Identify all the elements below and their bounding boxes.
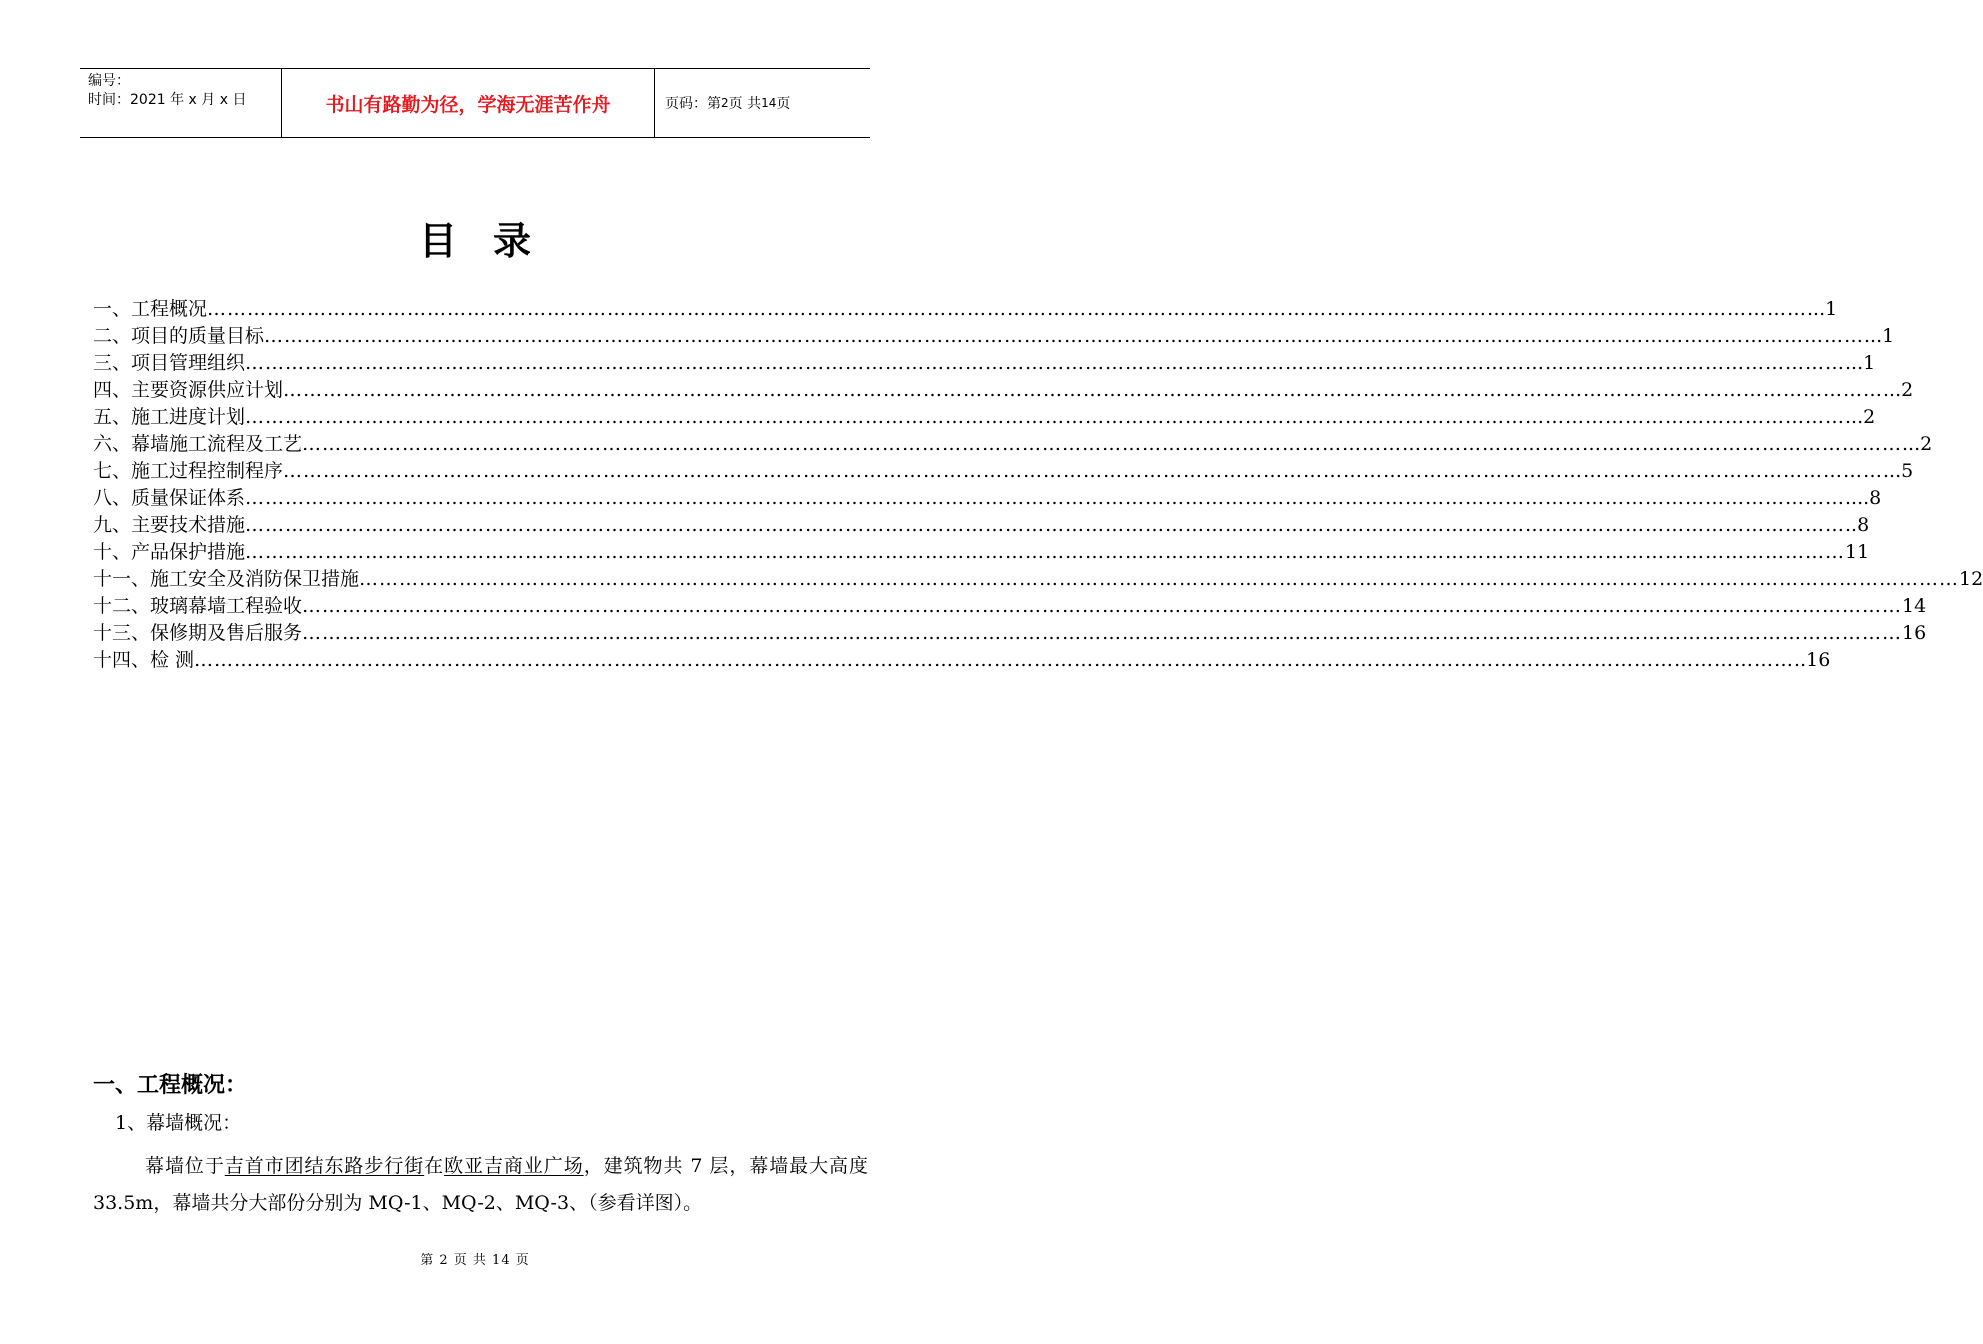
toc-leader-dots: …………………………………………………………………………………………………………………………………………………………………………………………………………………… [245,406,1846,428]
toc-entry-label: 四、主要资源供应计划 [93,379,284,401]
toc-entry-page: ...2 [1902,433,1933,455]
toc-entry-page: ...1 [1845,352,1876,374]
toc-entry-page: ...2 [1883,379,1914,401]
toc-leader-dots: …………………………………………………………………………………………………………………………………………………………………………………………………………………… [207,298,1808,320]
toc-entry-label: 三、项目管理组织 [93,352,246,374]
toc-entry[interactable] [93,404,1876,431]
header-meta-cell [80,69,282,137]
toc-entry-label: 十二、玻璃幕墙工程验收 [93,595,303,617]
toc-leader-dots: …………………………………………………………………………………………………………………………………………………………………………………………………………………… [245,541,1846,563]
header-page-mid: 页 共 [728,96,762,112]
toc-leader-dots: …………………………………………………………………………………………………………………………………………………………………………………………………………………… [264,325,1865,347]
header-motto: 书山有路勤为径，学海无涯苦作舟 [282,69,655,137]
para-text-3: ，建筑物共 7 层，幕墙最大高度 33.5m，幕墙共分大部份分别为 MQ-1、MQ-2、MQ-3、（参看详图）。 [93,1155,868,1214]
toc-entry-page: 11 [1845,541,1870,563]
toc-leader-dots: …………………………………………………………………………………………………………………………………………………………………………………………………………………… [302,433,1903,455]
plaza-link[interactable]: 欧亚吉商业广场 [444,1155,584,1177]
toc-leader-dots: …………………………………………………………………………………………………………………………………………………………………………………………………………………… [283,379,1884,401]
para-text-1: 幕墙位于 [145,1155,225,1177]
toc-entry-label: 十四、检 测 [93,649,195,671]
header-page-total: 14 [761,96,777,110]
toc-entry-label: 二、项目的质量目标 [93,325,265,347]
header-page-suffix: 页 [776,96,791,112]
toc-entry-label: 九、主要技术措施 [93,514,246,536]
toc-entry-page: ...2 [1845,406,1876,428]
section-subheading: 1、幕墙概况： [115,1112,242,1134]
toc-entry[interactable] [93,566,1983,593]
toc-leader-dots: …………………………………………………………………………………………………………………………………………………………………………………………………………………… [245,352,1846,374]
toc-entry-page: 16 [1902,622,1927,644]
document-date: 时间：2021 年 x 月 x 日 [88,92,247,108]
toc-leader-dots: …………………………………………………………………………………………………………………………………………………………………………………………………………………… [302,622,1903,644]
toc-title: 目录 [418,219,567,263]
toc-entry-label: 八、质量保证体系 [93,487,246,509]
header-page-prefix: 页码：第 [665,96,721,112]
toc-entry[interactable] [93,458,1914,485]
toc-entry-label: 六、幕墙施工流程及工艺 [93,433,303,455]
toc-leader-dots: …………………………………………………………………………………………………………………………………………………………………………………………………………………… [245,514,1846,536]
toc-entry-page: ..16 [1794,649,1831,671]
document-number-label: 编号： [88,73,130,89]
toc-entry[interactable] [93,620,1927,647]
toc-entry-label: 十三、保修期及售后服务 [93,622,303,644]
location-link[interactable]: 吉首市团结东路步行街 [224,1155,425,1177]
toc-leader-dots: …………………………………………………………………………………………………………………………………………………………………………………………………………………… [283,460,1884,482]
page-header [80,68,870,138]
toc-entry-page: 12 [1959,568,1983,590]
toc-entry[interactable] [93,431,1933,458]
toc-entry[interactable] [93,485,1882,512]
toc-entry[interactable] [93,323,1895,350]
header-page-info [655,69,870,137]
toc-entry-label: 一、工程概况 [93,298,208,320]
toc-entry-page: 14 [1902,595,1927,617]
toc-entry-page: ...5 [1883,460,1914,482]
toc-entry[interactable] [93,296,1838,323]
toc-entry[interactable] [93,539,1870,566]
toc-entry-label: 五、施工进度计划 [93,406,246,428]
toc-leader-dots: …………………………………………………………………………………………………………………………………………………………………………………………………………………… [245,487,1846,509]
table-of-contents [93,296,1983,674]
toc-entry-label: 十一、施工安全及消防保卫措施 [93,568,360,590]
toc-entry-page: ...1 [1807,298,1838,320]
toc-entry[interactable] [93,512,1870,539]
header-page-current: 2 [721,96,729,110]
toc-entry-page: ....8 [1845,487,1882,509]
toc-entry-page: ..8 [1845,514,1870,536]
toc-entry[interactable] [93,593,1927,620]
toc-leader-dots: …………………………………………………………………………………………………………………………………………………………………………………………………………………… [302,595,1903,617]
section-heading: 一、工程概况： [93,1073,248,1098]
toc-entry-label: 十、产品保护措施 [93,541,246,563]
toc-entry[interactable] [93,350,1876,377]
page-footer: 第 2 页 共 14 页 [420,1253,530,1268]
toc-leader-dots: …………………………………………………………………………………………………………………………………………………………………………………………………………………… [359,568,1960,590]
toc-entry-page: ...1 [1864,325,1895,347]
toc-entry-label: 七、施工过程控制程序 [93,460,284,482]
para-text-2: 在 [424,1155,445,1177]
toc-entry[interactable] [93,647,1831,674]
section-paragraph [93,1148,868,1222]
toc-leader-dots: …………………………………………………………………………………………………………………………………………………………………………………………………………………… [194,649,1795,671]
toc-entry[interactable] [93,377,1914,404]
